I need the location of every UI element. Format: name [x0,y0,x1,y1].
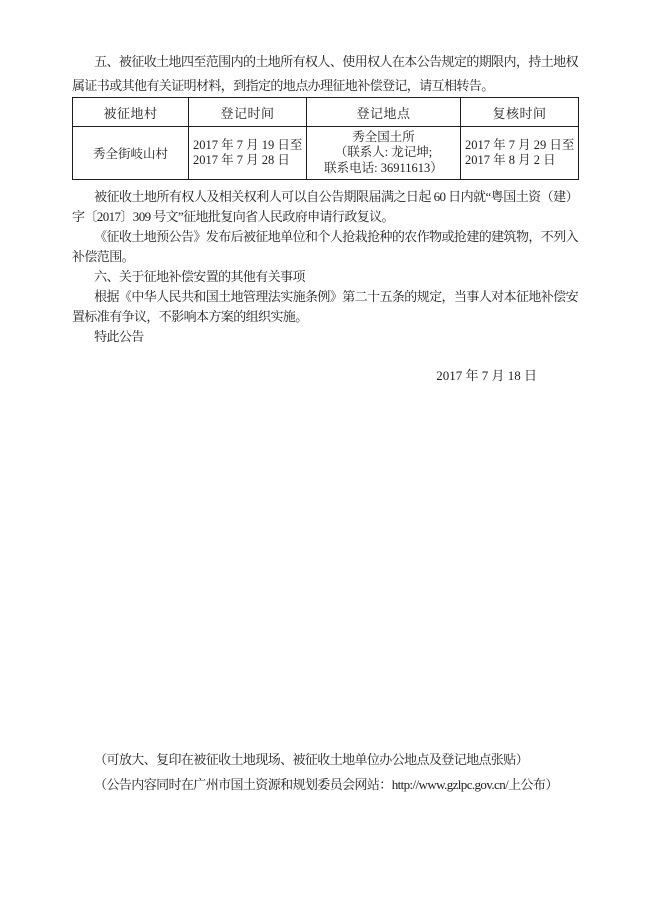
blank-space [72,386,578,748]
paragraph-section-6-heading: 六、关于征地补偿安置的其他有关事项 [94,269,305,284]
table-row [73,127,579,180]
location-contact-line: （联系人: 龙记坤; [334,145,433,160]
col-header-village: 被征地村 [73,98,189,127]
cell-registration-time [189,127,307,180]
registration-time-line: 2017 年 7 月 19 日至 [193,137,303,152]
paragraph-preannouncement: 《征收土地预公告》发布后被征地单位和个人抢栽抢种的农作物或抢建的建筑物，不列入补偿范围。 [72,229,578,264]
col-header-registration-time: 登记时间 [189,98,307,127]
location-phone-line: 联系电话: 36911613） [324,160,443,175]
review-time-line: 2017 年 7 月 29 日至 [465,137,575,152]
location-name-line: 秀全国土所 [352,129,415,144]
paragraph-review-rights: 被征收土地所有权人及相关权利人可以自公告期限届满之日起 60 日内就“粤国土资（建）字〔2017〕309 号文”征地批复向省人民政府申请行政复议。 [72,189,578,224]
registration-table-body [73,127,579,180]
document-content [72,50,578,797]
registration-table-header [73,98,579,127]
col-header-registration-location: 登记地点 [307,98,461,127]
announcement-date: 2017 年 7 月 18 日 [436,368,537,383]
registration-table [72,97,579,180]
note-website-publication: （公告内容同时在广州市国土资源和规划委员会网站：http://www.gzlpc.gov.cn/上公布） [94,776,558,792]
review-time-line: 2017 年 8 月 2 日 [465,153,556,167]
registration-time-line: 2017 年 7 月 28 日 [193,153,290,167]
note-posting-locations: （可放大、复印在被征收土地现场、被征收土地单位办公地点及登记地点张贴） [94,752,529,767]
cell-village: 秀全街岐山村 [73,127,189,180]
paragraph-closing: 特此公告 [94,329,144,344]
col-header-review-time: 复核时间 [461,98,579,127]
paragraph-section-6-body: 根据《中华人民共和国土地管理法实施条例》第二十五条的规定，当事人对本征地补偿安置标准有争议，不影响本方案的组织实施。 [72,289,578,324]
cell-review-time [461,127,579,180]
paragraph-section-5: 五、被征收土地四至范围内的土地所有权人、使用权人在本公告规定的期限内，持土地权属证书或其他有关证明材料，到指定的地点办理征地补偿登记，请互相转告。 [72,54,578,93]
cell-registration-location [307,127,461,180]
table-header-row [73,98,579,127]
